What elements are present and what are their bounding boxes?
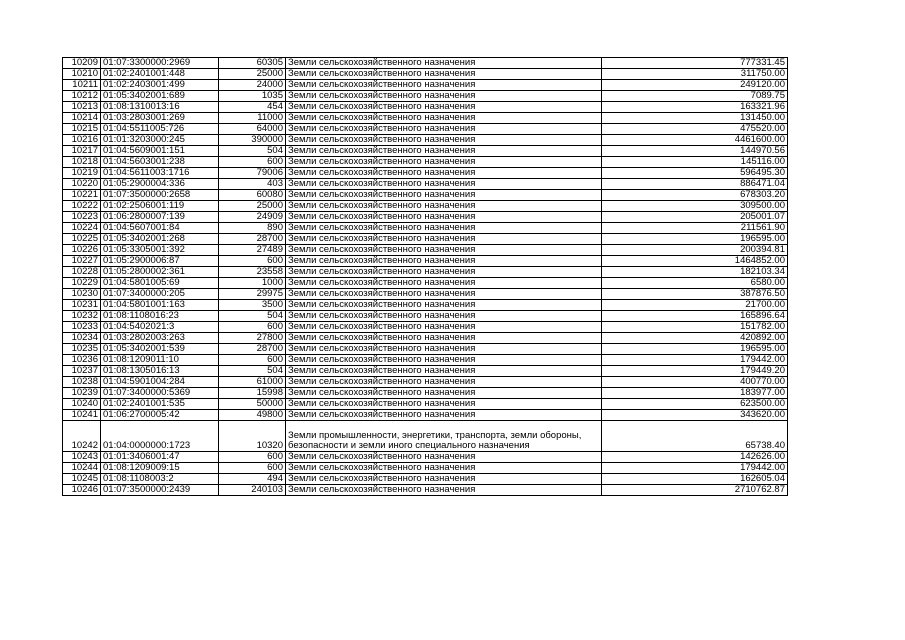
area-cell: 24000 — [219, 80, 286, 91]
row-number-cell: 10220 — [63, 179, 101, 190]
cadastral-number-cell: 01:04:0000000:1723 — [101, 421, 219, 452]
table-row — [63, 212, 788, 223]
land-category-cell: Земли сельскохозяйственного назначения — [286, 113, 602, 124]
table-row — [63, 388, 788, 399]
land-category-cell: Земли сельскохозяйственного назначения — [286, 135, 602, 146]
cadastral-number-cell: 01:05:2900006:87 — [101, 256, 219, 267]
cadastral-value-cell: 1464852.00 — [602, 256, 788, 267]
cadastral-value-cell: 886471.04 — [602, 179, 788, 190]
area-cell: 28700 — [219, 234, 286, 245]
area-cell: 890 — [219, 223, 286, 234]
cadastral-value-cell: 420892.00 — [602, 333, 788, 344]
cadastral-number-cell: 01:04:5901004:284 — [101, 377, 219, 388]
cadastral-number-cell: 01:08:1108016:23 — [101, 311, 219, 322]
cadastral-value-cell: 623500.00 — [602, 399, 788, 410]
table-row — [63, 377, 788, 388]
cadastral-number-cell: 01:07:3300000:2969 — [101, 58, 219, 69]
table-row — [63, 179, 788, 190]
land-category-cell: Земли сельскохозяйственного назначения — [286, 278, 602, 289]
row-number-cell: 10232 — [63, 311, 101, 322]
area-cell: 27800 — [219, 333, 286, 344]
land-category-cell: Земли сельскохозяйственного назначения — [286, 157, 602, 168]
area-cell: 504 — [219, 366, 286, 377]
land-category-cell: Земли сельскохозяйственного назначения — [286, 311, 602, 322]
table-row — [63, 289, 788, 300]
land-category-cell: Земли сельскохозяйственного назначения — [286, 80, 602, 91]
land-category-cell: Земли сельскохозяйственного назначения — [286, 102, 602, 113]
cadastral-number-cell: 01:07:3400000:205 — [101, 289, 219, 300]
table-row — [63, 344, 788, 355]
area-cell: 79006 — [219, 168, 286, 179]
area-cell: 15998 — [219, 388, 286, 399]
cadastral-number-cell: 01:08:1209011:10 — [101, 355, 219, 366]
table-row — [63, 463, 788, 474]
area-cell: 50000 — [219, 399, 286, 410]
cadastral-number-cell: 01:02:2401001:535 — [101, 399, 219, 410]
cadastral-value-cell: 311750.00 — [602, 69, 788, 80]
row-number-cell: 10212 — [63, 91, 101, 102]
row-number-cell: 10245 — [63, 474, 101, 485]
land-category-cell: Земли сельскохозяйственного назначения — [286, 179, 602, 190]
cadastral-number-cell: 01:06:2800007:139 — [101, 212, 219, 223]
cadastral-value-cell: 400770.00 — [602, 377, 788, 388]
land-category-cell: Земли сельскохозяйственного назначения — [286, 388, 602, 399]
cadastral-number-cell: 01:04:5511005:726 — [101, 124, 219, 135]
area-cell: 61000 — [219, 377, 286, 388]
land-category-cell: Земли сельскохозяйственного назначения — [286, 212, 602, 223]
cadastral-number-cell: 01:05:2900004:336 — [101, 179, 219, 190]
land-category-cell: Земли сельскохозяйственного назначения — [286, 124, 602, 135]
row-number-cell: 10218 — [63, 157, 101, 168]
area-cell: 3500 — [219, 300, 286, 311]
area-cell: 600 — [219, 452, 286, 463]
area-cell: 60305 — [219, 58, 286, 69]
row-number-cell: 10211 — [63, 80, 101, 91]
row-number-cell: 10236 — [63, 355, 101, 366]
row-number-cell: 10219 — [63, 168, 101, 179]
cadastral-number-cell: 01:04:5801001:163 — [101, 300, 219, 311]
area-cell: 600 — [219, 157, 286, 168]
land-category-cell: Земли промышленности, энергетики, транспорта, земли обороны, безопасности и земли иного специального назначения — [286, 421, 602, 452]
cadastral-number-cell: 01:04:5611003:1716 — [101, 168, 219, 179]
area-cell: 49800 — [219, 410, 286, 421]
land-category-cell: Земли сельскохозяйственного назначения — [286, 91, 602, 102]
row-number-cell: 10237 — [63, 366, 101, 377]
table-row — [63, 91, 788, 102]
land-category-cell: Земли сельскохозяйственного назначения — [286, 190, 602, 201]
row-number-cell: 10228 — [63, 267, 101, 278]
land-category-cell: Земли сельскохозяйственного назначения — [286, 146, 602, 157]
row-number-cell: 10230 — [63, 289, 101, 300]
area-cell: 600 — [219, 355, 286, 366]
row-number-cell: 10234 — [63, 333, 101, 344]
cadastral-number-cell: 01:02:2506001:119 — [101, 201, 219, 212]
cadastral-number-cell: 01:05:3402001:689 — [101, 91, 219, 102]
table-row — [63, 113, 788, 124]
row-number-cell: 10235 — [63, 344, 101, 355]
row-number-cell: 10224 — [63, 223, 101, 234]
land-category-cell: Земли сельскохозяйственного назначения — [286, 344, 602, 355]
area-cell: 494 — [219, 474, 286, 485]
row-number-cell: 10242 — [63, 421, 101, 452]
table-row — [63, 201, 788, 212]
cadastral-value-cell: 7089.75 — [602, 91, 788, 102]
cadastral-value-cell: 196595.00 — [602, 234, 788, 245]
row-number-cell: 10225 — [63, 234, 101, 245]
cadastral-value-cell: 387876.50 — [602, 289, 788, 300]
land-category-cell: Земли сельскохозяйственного назначения — [286, 69, 602, 80]
cadastral-number-cell: 01:06:2700005:42 — [101, 410, 219, 421]
cadastral-value-cell: 65738.40 — [602, 421, 788, 452]
area-cell: 24909 — [219, 212, 286, 223]
cadastral-number-cell: 01:03:2803001:269 — [101, 113, 219, 124]
land-plots-table — [62, 57, 788, 496]
row-number-cell: 10229 — [63, 278, 101, 289]
land-category-cell: Земли сельскохозяйственного назначения — [286, 474, 602, 485]
cadastral-number-cell: 01:04:5801005:69 — [101, 278, 219, 289]
cadastral-value-cell: 475520.00 — [602, 124, 788, 135]
cadastral-number-cell: 01:04:5607001:84 — [101, 223, 219, 234]
cadastral-number-cell: 01:08:1209009:15 — [101, 463, 219, 474]
cadastral-number-cell: 01:08:1108003:2 — [101, 474, 219, 485]
row-number-cell: 10241 — [63, 410, 101, 421]
cadastral-value-cell: 179442.00 — [602, 463, 788, 474]
area-cell: 600 — [219, 322, 286, 333]
cadastral-number-cell: 01:04:5603001:238 — [101, 157, 219, 168]
cadastral-number-cell: 01:05:3305001:392 — [101, 245, 219, 256]
land-category-cell: Земли сельскохозяйственного назначения — [286, 485, 602, 496]
cadastral-value-cell: 182103.34 — [602, 267, 788, 278]
row-number-cell: 10221 — [63, 190, 101, 201]
cadastral-number-cell: 01:05:3402001:539 — [101, 344, 219, 355]
area-cell: 23558 — [219, 267, 286, 278]
table-row — [63, 452, 788, 463]
area-cell: 390000 — [219, 135, 286, 146]
table-row — [63, 355, 788, 366]
land-category-cell: Земли сельскохозяйственного назначения — [286, 399, 602, 410]
area-cell: 64000 — [219, 124, 286, 135]
cadastral-value-cell: 145116.00 — [602, 157, 788, 168]
cadastral-value-cell: 249120.00 — [602, 80, 788, 91]
land-category-cell: Земли сельскохозяйственного назначения — [286, 366, 602, 377]
area-cell: 11000 — [219, 113, 286, 124]
table-row — [63, 223, 788, 234]
cadastral-value-cell: 211561.90 — [602, 223, 788, 234]
cadastral-value-cell: 144970.56 — [602, 146, 788, 157]
table-row — [63, 421, 788, 452]
row-number-cell: 10239 — [63, 388, 101, 399]
table-row — [63, 190, 788, 201]
land-category-cell: Земли сельскохозяйственного назначения — [286, 410, 602, 421]
cadastral-value-cell: 678303.20 — [602, 190, 788, 201]
row-number-cell: 10227 — [63, 256, 101, 267]
land-category-cell: Земли сельскохозяйственного назначения — [286, 289, 602, 300]
area-cell: 25000 — [219, 69, 286, 80]
row-number-cell: 10231 — [63, 300, 101, 311]
land-category-cell: Земли сельскохозяйственного назначения — [286, 377, 602, 388]
area-cell: 29975 — [219, 289, 286, 300]
cadastral-number-cell: 01:02:2403001:499 — [101, 80, 219, 91]
cadastral-number-cell: 01:05:3402001:268 — [101, 234, 219, 245]
land-category-cell: Земли сельскохозяйственного назначения — [286, 201, 602, 212]
land-category-cell: Земли сельскохозяйственного назначения — [286, 245, 602, 256]
cadastral-value-cell: 777331.45 — [602, 58, 788, 69]
cadastral-value-cell: 200394.81 — [602, 245, 788, 256]
cadastral-value-cell: 179449.20 — [602, 366, 788, 377]
land-category-cell: Земли сельскохозяйственного назначения — [286, 256, 602, 267]
row-number-cell: 10223 — [63, 212, 101, 223]
row-number-cell: 10246 — [63, 485, 101, 496]
table-row — [63, 135, 788, 146]
table-row — [63, 102, 788, 113]
row-number-cell: 10209 — [63, 58, 101, 69]
table-row — [63, 58, 788, 69]
row-number-cell: 10217 — [63, 146, 101, 157]
cadastral-value-cell: 151782.00 — [602, 322, 788, 333]
row-number-cell: 10214 — [63, 113, 101, 124]
table-row — [63, 333, 788, 344]
table-row — [63, 399, 788, 410]
land-category-cell: Земли сельскохозяйственного назначения — [286, 234, 602, 245]
cadastral-value-cell: 165896.64 — [602, 311, 788, 322]
area-cell: 600 — [219, 256, 286, 267]
area-cell: 25000 — [219, 201, 286, 212]
land-category-cell: Земли сельскохозяйственного назначения — [286, 168, 602, 179]
cadastral-number-cell: 01:01:3406001:47 — [101, 452, 219, 463]
row-number-cell: 10222 — [63, 201, 101, 212]
area-cell: 504 — [219, 146, 286, 157]
table-row — [63, 157, 788, 168]
table-body — [63, 58, 788, 496]
row-number-cell: 10213 — [63, 102, 101, 113]
cadastral-value-cell: 4461600.00 — [602, 135, 788, 146]
land-category-cell: Земли сельскохозяйственного назначения — [286, 463, 602, 474]
land-category-cell: Земли сельскохозяйственного назначения — [286, 355, 602, 366]
cadastral-value-cell: 142626.00 — [602, 452, 788, 463]
table-row — [63, 124, 788, 135]
table-row — [63, 300, 788, 311]
cadastral-number-cell: 01:02:2401001:448 — [101, 69, 219, 80]
row-number-cell: 10215 — [63, 124, 101, 135]
row-number-cell: 10210 — [63, 69, 101, 80]
area-cell: 403 — [219, 179, 286, 190]
row-number-cell: 10243 — [63, 452, 101, 463]
land-category-cell: Земли сельскохозяйственного назначения — [286, 452, 602, 463]
table-row — [63, 245, 788, 256]
land-category-cell: Земли сельскохозяйственного назначения — [286, 300, 602, 311]
cadastral-number-cell: 01:08:1310013:16 — [101, 102, 219, 113]
area-cell: 240103 — [219, 485, 286, 496]
row-number-cell: 10216 — [63, 135, 101, 146]
cadastral-number-cell: 01:04:5609001:151 — [101, 146, 219, 157]
table-row — [63, 485, 788, 496]
row-number-cell: 10238 — [63, 377, 101, 388]
table-row — [63, 80, 788, 91]
table-row — [63, 146, 788, 157]
area-cell: 1000 — [219, 278, 286, 289]
cadastral-number-cell: 01:04:5402021:3 — [101, 322, 219, 333]
table-row — [63, 366, 788, 377]
table-row — [63, 322, 788, 333]
area-cell: 28700 — [219, 344, 286, 355]
cadastral-number-cell: 01:07:3500000:2439 — [101, 485, 219, 496]
land-category-cell: Земли сельскохозяйственного назначения — [286, 223, 602, 234]
cadastral-value-cell: 183977.00 — [602, 388, 788, 399]
area-cell: 1035 — [219, 91, 286, 102]
cadastral-value-cell: 2710762.87 — [602, 485, 788, 496]
row-number-cell: 10226 — [63, 245, 101, 256]
land-category-cell: Земли сельскохозяйственного назначения — [286, 333, 602, 344]
cadastral-value-cell: 343620.00 — [602, 410, 788, 421]
row-number-cell: 10240 — [63, 399, 101, 410]
table-row — [63, 474, 788, 485]
cadastral-value-cell: 163321.96 — [602, 102, 788, 113]
table-row — [63, 311, 788, 322]
cadastral-value-cell: 596495.30 — [602, 168, 788, 179]
table-row — [63, 69, 788, 80]
cadastral-value-cell: 196595.00 — [602, 344, 788, 355]
cadastral-value-cell: 205001.07 — [602, 212, 788, 223]
cadastral-number-cell: 01:05:2800002:361 — [101, 267, 219, 278]
table-row — [63, 168, 788, 179]
area-cell: 600 — [219, 463, 286, 474]
cadastral-number-cell: 01:08:1305016:13 — [101, 366, 219, 377]
row-number-cell: 10244 — [63, 463, 101, 474]
area-cell: 10320 — [219, 421, 286, 452]
cadastral-number-cell: 01:03:2802003:263 — [101, 333, 219, 344]
area-cell: 27489 — [219, 245, 286, 256]
table-row — [63, 256, 788, 267]
cadastral-value-cell: 162605.04 — [602, 474, 788, 485]
cadastral-value-cell: 21700.00 — [602, 300, 788, 311]
area-cell: 454 — [219, 102, 286, 113]
table-row — [63, 267, 788, 278]
row-number-cell: 10233 — [63, 322, 101, 333]
cadastral-value-cell: 131450.00 — [602, 113, 788, 124]
land-category-cell: Земли сельскохозяйственного назначения — [286, 58, 602, 69]
cadastral-number-cell: 01:07:3500000:2658 — [101, 190, 219, 201]
area-cell: 60080 — [219, 190, 286, 201]
cadastral-value-cell: 179442.00 — [602, 355, 788, 366]
table-row — [63, 410, 788, 421]
cadastral-value-cell: 6580.00 — [602, 278, 788, 289]
area-cell: 504 — [219, 311, 286, 322]
table-row — [63, 278, 788, 289]
table-row — [63, 234, 788, 245]
land-category-cell: Земли сельскохозяйственного назначения — [286, 322, 602, 333]
cadastral-value-cell: 309500.00 — [602, 201, 788, 212]
cadastral-number-cell: 01:07:3400000:5369 — [101, 388, 219, 399]
cadastral-number-cell: 01:01:3203000:245 — [101, 135, 219, 146]
land-category-cell: Земли сельскохозяйственного назначения — [286, 267, 602, 278]
